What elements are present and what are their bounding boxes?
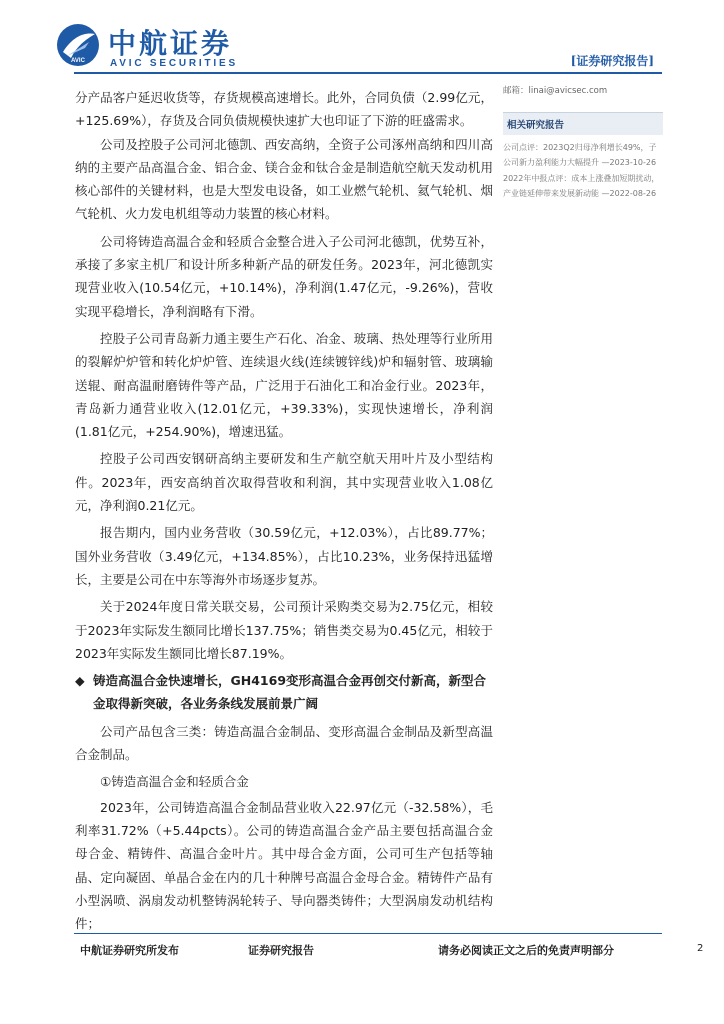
related-report-item[interactable]: 公司点评：2023Q2归母净利增长49%，子公司新力盈利能力大幅提升 —2023-10-26 — [503, 143, 657, 167]
logo-chinese-name: 中航证券 — [108, 27, 233, 60]
related-reports-title: 相关研究报告 — [503, 112, 663, 135]
page-header — [0, 0, 724, 76]
footer-publisher: 中航证券研究所发布 — [80, 944, 179, 957]
paragraph-5: 控股子公司西安钢研高纳主要研发和生产航空航天用叶片及小型结构件。2023年，西安高纳首次取得营收和利润，其中实现营业收入1.08亿元，净利润0.21亿元。 — [75, 451, 493, 514]
sidebar — [503, 84, 663, 203]
paragraph-4: 控股子公司青岛新力通主要生产石化、冶金、玻璃、热处理等行业所用的裂解炉炉管和转化炉炉管、连续退火线(连续镀锌线)炉和辐射管、玻璃输送辊、耐高温耐磨铸件等产品，广泛用于石油化工和冶金行业。2023年，青岛新力通营业收入(12.01亿元，+39.33%)，实现快速增长，净利润(1.81亿元，+254.90%)，增速迅猛。 — [75, 330, 493, 440]
footer-report-type: 证券研究报告 — [248, 944, 314, 957]
related-report-item[interactable]: 2022年中报点评：成本上涨叠加短期扰动，产业链延伸带来发展新动能 —2022-08-26 — [503, 174, 660, 198]
svg-text:AVIC: AVIC — [71, 58, 85, 64]
logo-english-name: AVIC SECURITIES — [110, 58, 238, 69]
page-number: 2 — [697, 943, 704, 954]
analyst-email: 邮箱：linai@avicsec.com — [503, 86, 608, 96]
section-heading — [75, 669, 493, 716]
paragraph-1: 分产品客户延迟收货等，存货规模高速增长。此外，合同负债（2.99亿元，+125.69%），存货及合同负债规模快速扩大也印证了下游的旺盛需求。 — [75, 90, 493, 129]
paragraph-2: 公司及控股子公司河北德凯、西安高纳，全资子公司涿州高纳和四川高纳的主要产品高温合金、铝合金、镁合金和钛合金是制造航空航天发动机用核心部件的关键材料，也是大型发电设备，如工业燃气轮机、氦气轮机、烟气轮机、火力发电机组等动力装置的核心材料。 — [75, 136, 493, 222]
paragraph-3: 公司将铸造高温合金和轻质合金整合进入子公司河北德凯，优势互补，承接了多家主机厂和设计所多种新产品的研发任务。2023年，河北德凯实现营业收入(10.54亿元，+10.14%)，净利润(1.47亿元，-9.26%)，营收实现平稳增长，净利润略有下滑。 — [75, 233, 493, 319]
paragraph-7: 关于2024年度日常关联交易，公司预计采购类交易为2.75亿元，相较于2023年实际发生额同比增长137.75%；销售类交易为0.45亿元，相较于2023年实际发生额同比增长87.19%。 — [75, 599, 493, 661]
header-divider — [74, 72, 662, 74]
paragraph-8: 公司产品包含三类：铸造高温合金制品、变形高温合金制品及新型高温合金制品。 — [75, 723, 493, 763]
paragraph-9: 2023年，公司铸造高温合金制品营业收入22.97亿元（-32.58%），毛利率31.72%（+5.44pcts）。公司的铸造高温合金产品主要包括高温合金母合金、精铸件、高温合金叶片。其中母合金方面，公司可生产包括等轴晶、定向凝固、单晶合金在内的几十种牌号高温合金母合金。精铸件产品有小型涡喷、涡扇发动机整铸涡轮转子、导向器类铸件；大型涡扇发动机结构件； — [75, 799, 493, 932]
footer-divider — [74, 933, 662, 934]
section-heading-text: 铸造高温合金快速增长，GH4169变形高温合金再创交付新高，新型合金取得新突破，各业务条线发展前景广阔 — [93, 673, 487, 712]
report-type-label: [证券研究报告] — [570, 54, 654, 68]
subsection-heading: ①铸造高温合金和轻质合金 — [100, 774, 249, 790]
diamond-bullet-icon: ◆ — [75, 673, 85, 689]
paragraph-6: 报告期内，国内业务营收（30.59亿元，+12.03%），占比89.77%；国外业务营收（3.49亿元，+134.85%），占比10.23%，业务保持迅猛增长，主要是公司在中东等海外市场逐步复苏。 — [75, 525, 493, 587]
main-text-column — [75, 86, 493, 939]
footer-disclaimer: 请务必阅读正文之后的免责声明部分 — [438, 944, 614, 957]
avic-logo-icon — [55, 22, 101, 68]
